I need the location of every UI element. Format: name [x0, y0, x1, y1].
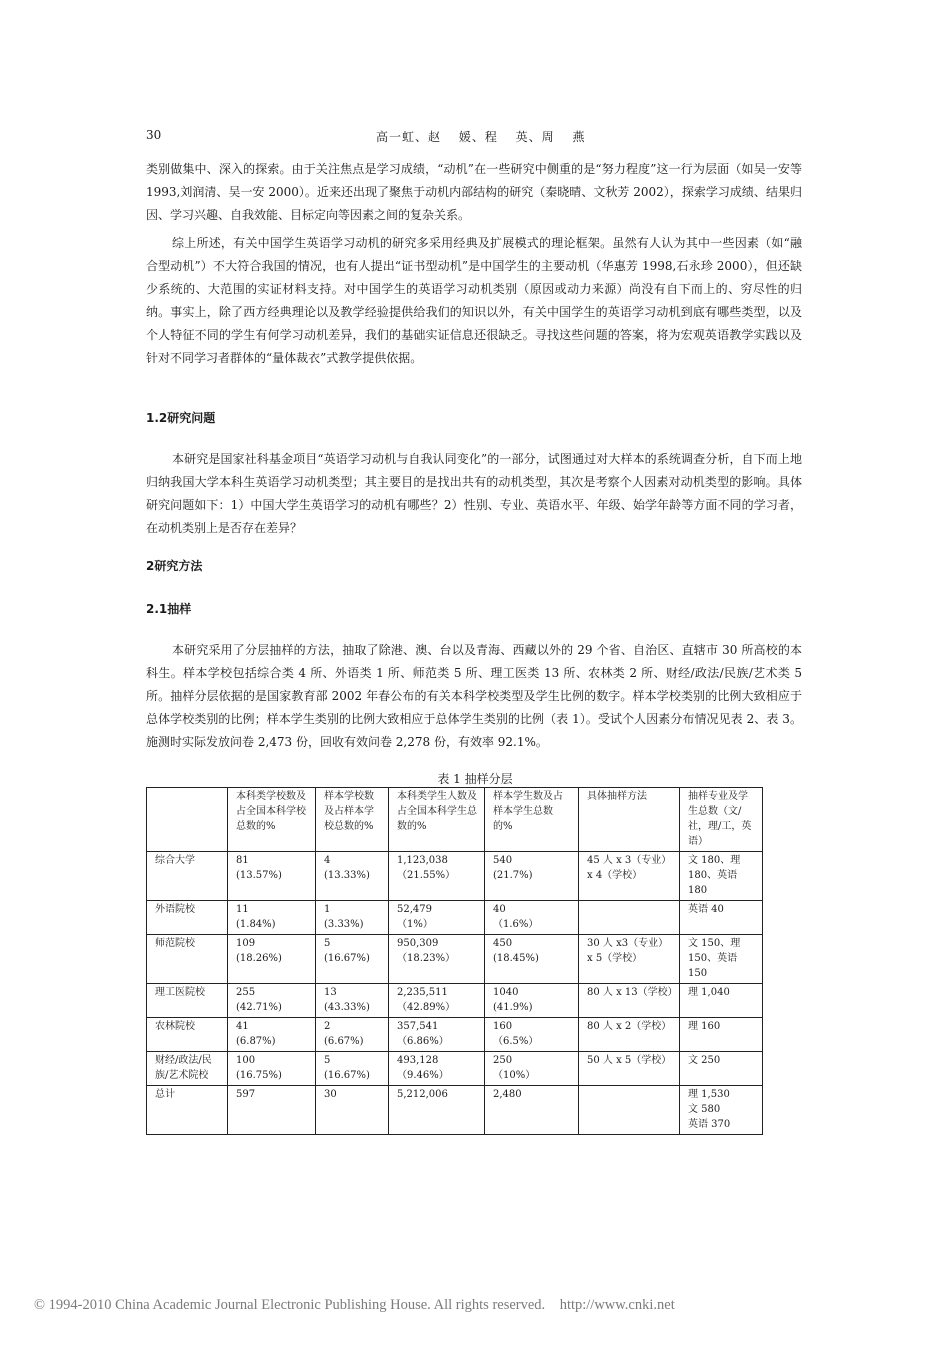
cell-percent: （1.6%）	[493, 919, 539, 930]
cell-percent: （9.46%）	[397, 1070, 449, 1081]
table-header-cell: 本科类学校数及占全国本科学校总数的%	[228, 788, 316, 852]
paragraph-1: 类别做集中、深入的探索。由于关注焦点是学习成绩，“动机”在一些研究中侧重的是“努力程度”这一行为层面（如吴一安等 1993,刘润清、吴一安 2000）。近来还出现了聚焦于动机内部结构的研究（秦晓晴、文秋芳 2002），探索学习成绩、结果归因、学习兴趣、自我效能、目标定向等因素之间的复杂关系。	[146, 162, 802, 222]
cell-percent: (41.9%)	[493, 1002, 533, 1013]
footer-url: http://www.cnki.net	[559, 1297, 675, 1313]
cell-value: 250	[493, 1055, 513, 1066]
table-cell	[316, 901, 389, 935]
table-cell-school-type: 师范院校	[147, 935, 228, 984]
table-cell-breakdown: 理 160	[680, 1018, 763, 1052]
running-head-authors: 高一虹、赵 媛、程 英、周 燕	[376, 130, 586, 144]
table-cell	[485, 984, 579, 1018]
cell-percent: (42.71%)	[236, 1002, 282, 1013]
table-cell: 597	[228, 1086, 316, 1135]
table-row	[147, 984, 763, 1018]
table-cell	[316, 984, 389, 1018]
cell-value: 357,541	[397, 1021, 439, 1032]
cell-percent: (43.33%)	[324, 1002, 370, 1013]
table-cell	[228, 901, 316, 935]
table-cell	[228, 1052, 316, 1086]
cell-value: 109	[236, 938, 256, 949]
table-cell: 5,212,006	[389, 1086, 485, 1135]
table-cell-breakdown: 理 1,040	[680, 984, 763, 1018]
cell-percent: （10%）	[493, 1070, 536, 1081]
sampling-table	[146, 787, 763, 1135]
cell-percent: （6.5%）	[493, 1036, 539, 1047]
cell-value: 493,128	[397, 1055, 439, 1066]
table-cell	[316, 1052, 389, 1086]
table-cell	[316, 852, 389, 901]
table-cell	[485, 1052, 579, 1086]
table-cell	[228, 935, 316, 984]
breakdown-line: 英语 370	[688, 1119, 731, 1130]
cell-percent: （1%）	[397, 919, 433, 930]
table-cell-school-type: 农林院校	[147, 1018, 228, 1052]
cell-percent: (13.33%)	[324, 870, 370, 881]
table-cell-method: 80 人 x 2（学校）	[579, 1018, 680, 1052]
cell-value: 81	[236, 855, 249, 866]
table-cell-breakdown	[680, 1086, 763, 1135]
cell-percent: (3.33%)	[324, 919, 364, 930]
section-heading-2: 2研究方法	[146, 559, 203, 573]
cell-percent: (16.75%)	[236, 1070, 282, 1081]
cell-percent: (6.67%)	[324, 1036, 364, 1047]
table-row	[147, 1018, 763, 1052]
table-cell: 2,480	[485, 1086, 579, 1135]
cell-value: 13	[324, 987, 337, 998]
breakdown-line: 理 1,530	[688, 1089, 730, 1100]
table-cell	[389, 984, 485, 1018]
table-cell	[485, 901, 579, 935]
table-cell-method	[579, 1086, 680, 1135]
cell-value: 100	[236, 1055, 256, 1066]
table-cell-school-type: 理工医院校	[147, 984, 228, 1018]
cell-value: 450	[493, 938, 513, 949]
cell-percent: （18.23%）	[397, 953, 456, 964]
cell-percent: (16.67%)	[324, 1070, 370, 1081]
copyright-text: © 1994-2010 China Academic Journal Electronic Publishing House. All rights reserved.	[34, 1297, 546, 1313]
table-header-row	[147, 788, 763, 852]
table-cell-method: 80 人 x 13（学校）	[579, 984, 680, 1018]
table-cell-breakdown: 文 150、理 150、英语 150	[680, 935, 763, 984]
table-header-cell: 本科类学生人数及占全国本科学生总数的%	[389, 788, 485, 852]
table-cell	[389, 935, 485, 984]
breakdown-line: 文 580	[688, 1104, 721, 1115]
table-cell-school-type: 财经/政法/民族/艺术院校	[147, 1052, 228, 1086]
page-number: 30	[146, 128, 162, 142]
cell-value: 5	[324, 1055, 331, 1066]
cell-percent: (1.84%)	[236, 919, 276, 930]
cell-value: 1	[324, 904, 331, 915]
table-header-cell: 具体抽样方法	[579, 788, 680, 852]
table-cell-breakdown: 文 180、理 180、英语 180	[680, 852, 763, 901]
cell-value: 1040	[493, 987, 519, 998]
cell-value: 41	[236, 1021, 249, 1032]
cell-value: 5	[324, 938, 331, 949]
cell-value: 160	[493, 1021, 513, 1032]
cell-percent: (18.26%)	[236, 953, 282, 964]
cell-value: 1,123,038	[397, 855, 448, 866]
cell-value: 11	[236, 904, 249, 915]
table-cell-school-type: 外语院校	[147, 901, 228, 935]
table-cell	[485, 1018, 579, 1052]
table-cell-school-type: 综合大学	[147, 852, 228, 901]
table-cell-breakdown: 英语 40	[680, 901, 763, 935]
cell-value: 255	[236, 987, 256, 998]
table-cell	[389, 1052, 485, 1086]
table-cell	[389, 852, 485, 901]
table-cell	[228, 1018, 316, 1052]
table-row	[147, 1052, 763, 1086]
cell-value: 4	[324, 855, 331, 866]
table-cell-method	[579, 901, 680, 935]
section-heading-2-1: 2.1抽样	[146, 602, 192, 616]
cell-value: 950,309	[397, 938, 439, 949]
cell-value: 540	[493, 855, 513, 866]
table-cell	[228, 852, 316, 901]
table-cell	[389, 1018, 485, 1052]
table-cell: 30	[316, 1086, 389, 1135]
table-total-row	[147, 1086, 763, 1135]
paragraph-4: 本研究采用了分层抽样的方法，抽取了除港、澳、台以及青海、西藏以外的 29 个省、自治区、直辖市 30 所高校的本科生。样本学校包括综合类 4 所、外语类 1 所、师范类 5 所、理工医类 13 所、农林类 2 所、财经/政法/民族/艺术类 5 所。抽样分层依据的是国家教育部 2002 年春公布的有关本科学校类型及学生比例的数字。样本学校类别的比例大致相应于总体学校类别的比例；样本学生类别的比例大致相应于总体学生类别的比例（表 1）。受试个人因素分布情况见表 2、表 3。施测时实际发放问卷 2,473 份，回收有效问卷 2,278 份，有效率 92.1%。	[146, 643, 802, 749]
cell-percent: (13.57%)	[236, 870, 282, 881]
table-cell	[316, 935, 389, 984]
table-cell-method: 45 人 x 3（专业）x 4（学校）	[579, 852, 680, 901]
footer-copyright	[34, 1297, 675, 1314]
table-row	[147, 935, 763, 984]
table-cell-breakdown: 文 250	[680, 1052, 763, 1086]
cell-value: 40	[493, 904, 506, 915]
cell-value: 52,479	[397, 904, 432, 915]
table-cell	[389, 901, 485, 935]
cell-percent: (16.67%)	[324, 953, 370, 964]
paragraph-3: 本研究是国家社科基金项目“英语学习动机与自我认同变化”的一部分，试图通过对大样本的系统调查分析，自下而上地归纳我国大学本科生英语学习动机类型；其主要目的是找出共有的动机类型，其次是考察个人因素对动机类型的影响。具体研究问题如下：1）中国大学生英语学习的动机有哪些？2）性别、专业、英语水平、年级、始学年龄等方面不同的学习者，在动机类别上是否存在差异？	[146, 452, 802, 535]
table-row	[147, 901, 763, 935]
cell-percent: （21.55%）	[397, 870, 456, 881]
cell-percent: (6.87%)	[236, 1036, 276, 1047]
cell-percent: (21.7%)	[493, 870, 533, 881]
cell-percent: （42.89%）	[397, 1002, 456, 1013]
cell-percent: (18.45%)	[493, 953, 539, 964]
table-cell	[485, 935, 579, 984]
table-header-cell	[147, 788, 228, 852]
table-header-cell: 样本学生数及占样本学生总数的%	[485, 788, 579, 852]
table-cell	[228, 984, 316, 1018]
table-row	[147, 852, 763, 901]
paragraph-2: 综上所述，有关中国学生英语学习动机的研究多采用经典及扩展模式的理论框架。虽然有人认为其中一些因素（如“融合型动机”）不大符合我国的情况，也有人提出“证书型动机”是中国学生的主要动机（华惠芳 1998,石永珍 2000），但还缺少系统的、大范围的实证材料支持。对中国学生的英语学习动机类别（原因或动力来源）尚没有自下而上的、穷尽性的归纳。事实上，除了西方经典理论以及教学经验提供给我们的知识以外，有关中国学生的英语学习动机到底有哪些类型，以及个人特征不同的学生有何学习动机差异，我们的基础实证信息还很缺乏。寻找这些问题的答案，将为宏观英语教学实践以及针对不同学习者群体的“量体裁衣”式教学提供依据。	[146, 236, 802, 365]
cell-value: 2	[324, 1021, 331, 1032]
table-cell-method: 30 人 x3（专业）x 5（学校）	[579, 935, 680, 984]
table-header-cell: 抽样专业及学生总数（文/社，理/工，英语）	[680, 788, 763, 852]
table-cell	[485, 852, 579, 901]
cell-percent: （6.86%）	[397, 1036, 449, 1047]
table-cell	[316, 1018, 389, 1052]
cell-value: 2,235,511	[397, 987, 448, 998]
table-caption: 表 1 抽样分层	[437, 772, 513, 786]
section-heading-1-2: 1.2研究问题	[146, 411, 216, 425]
table-cell-method: 50 人 x 5（学校）	[579, 1052, 680, 1086]
table-header-cell: 样本学校数及占样本学校总数的%	[316, 788, 389, 852]
table-cell-total-label: 总计	[147, 1086, 228, 1135]
